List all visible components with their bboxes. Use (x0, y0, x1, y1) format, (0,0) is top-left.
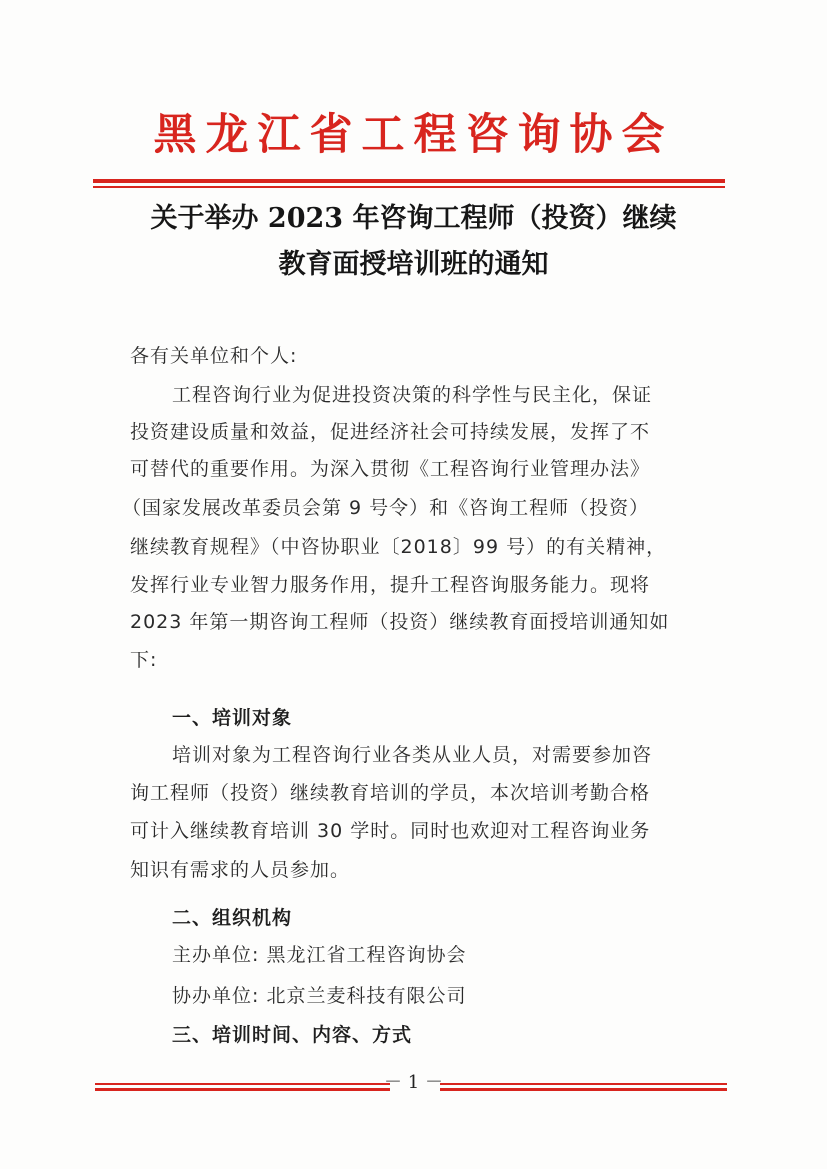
paragraph-line: 继续教育规程》（中咨协职业〔2018〕99 号）的有关精神， (130, 536, 667, 558)
paragraph-line: 发挥行业专业智力服务作用，提升工程咨询服务能力。现将 (130, 574, 651, 596)
paragraph-line: 培训对象为工程咨询行业各类从业人员，对需要参加咨 (172, 744, 653, 766)
letterhead-rule-thick (93, 179, 725, 183)
paragraph-line: 可替代的重要作用。为深入贯彻《工程咨询行业管理办法》 (130, 458, 651, 480)
paragraph-line: 工程咨询行业为促进投资决策的科学性与民主化，保证 (172, 384, 653, 406)
paragraph-line: 下: (130, 649, 158, 671)
section-heading-time-content-method: 三、培训时间、内容、方式 (172, 1024, 413, 1046)
paragraph-line: 2023 年第一期咨询工程师（投资）继续教育面授培训通知如 (130, 611, 670, 633)
letterhead-org-name: 黑龙江省工程咨询协会 (153, 110, 674, 160)
paragraph-line: 投资建设质量和效益，促进经济社会可持续发展，发挥了不 (130, 421, 651, 443)
document-title-line-1: 关于举办 2023 年咨询工程师（投资）继续 (150, 203, 677, 234)
paragraph-line: 询工程师（投资）继续教育培训的学员，本次培训考勤合格 (130, 782, 651, 804)
section-heading-organization: 二、组织机构 (172, 907, 293, 929)
page-number: － 1 － (384, 1072, 443, 1093)
paragraph-line: （国家发展改革委员会第 9 号令）和《咨询工程师（投资） (122, 497, 650, 519)
letterhead-rule-thin (93, 186, 725, 188)
section-heading-training-target: 一、培训对象 (172, 707, 293, 729)
document-title-line-2: 教育面授培训班的通知 (278, 249, 549, 280)
paragraph-line: 可计入继续教育培训 30 学时。同时也欢迎对工程咨询业务 (130, 820, 651, 842)
host-organizer: 主办单位: 黑龙江省工程咨询协会 (172, 944, 467, 966)
paragraph-line: 知识有需求的人员参加。 (130, 859, 351, 881)
salutation: 各有关单位和个人: (130, 345, 298, 367)
co-organizer: 协办单位: 北京兰麦科技有限公司 (172, 985, 467, 1007)
